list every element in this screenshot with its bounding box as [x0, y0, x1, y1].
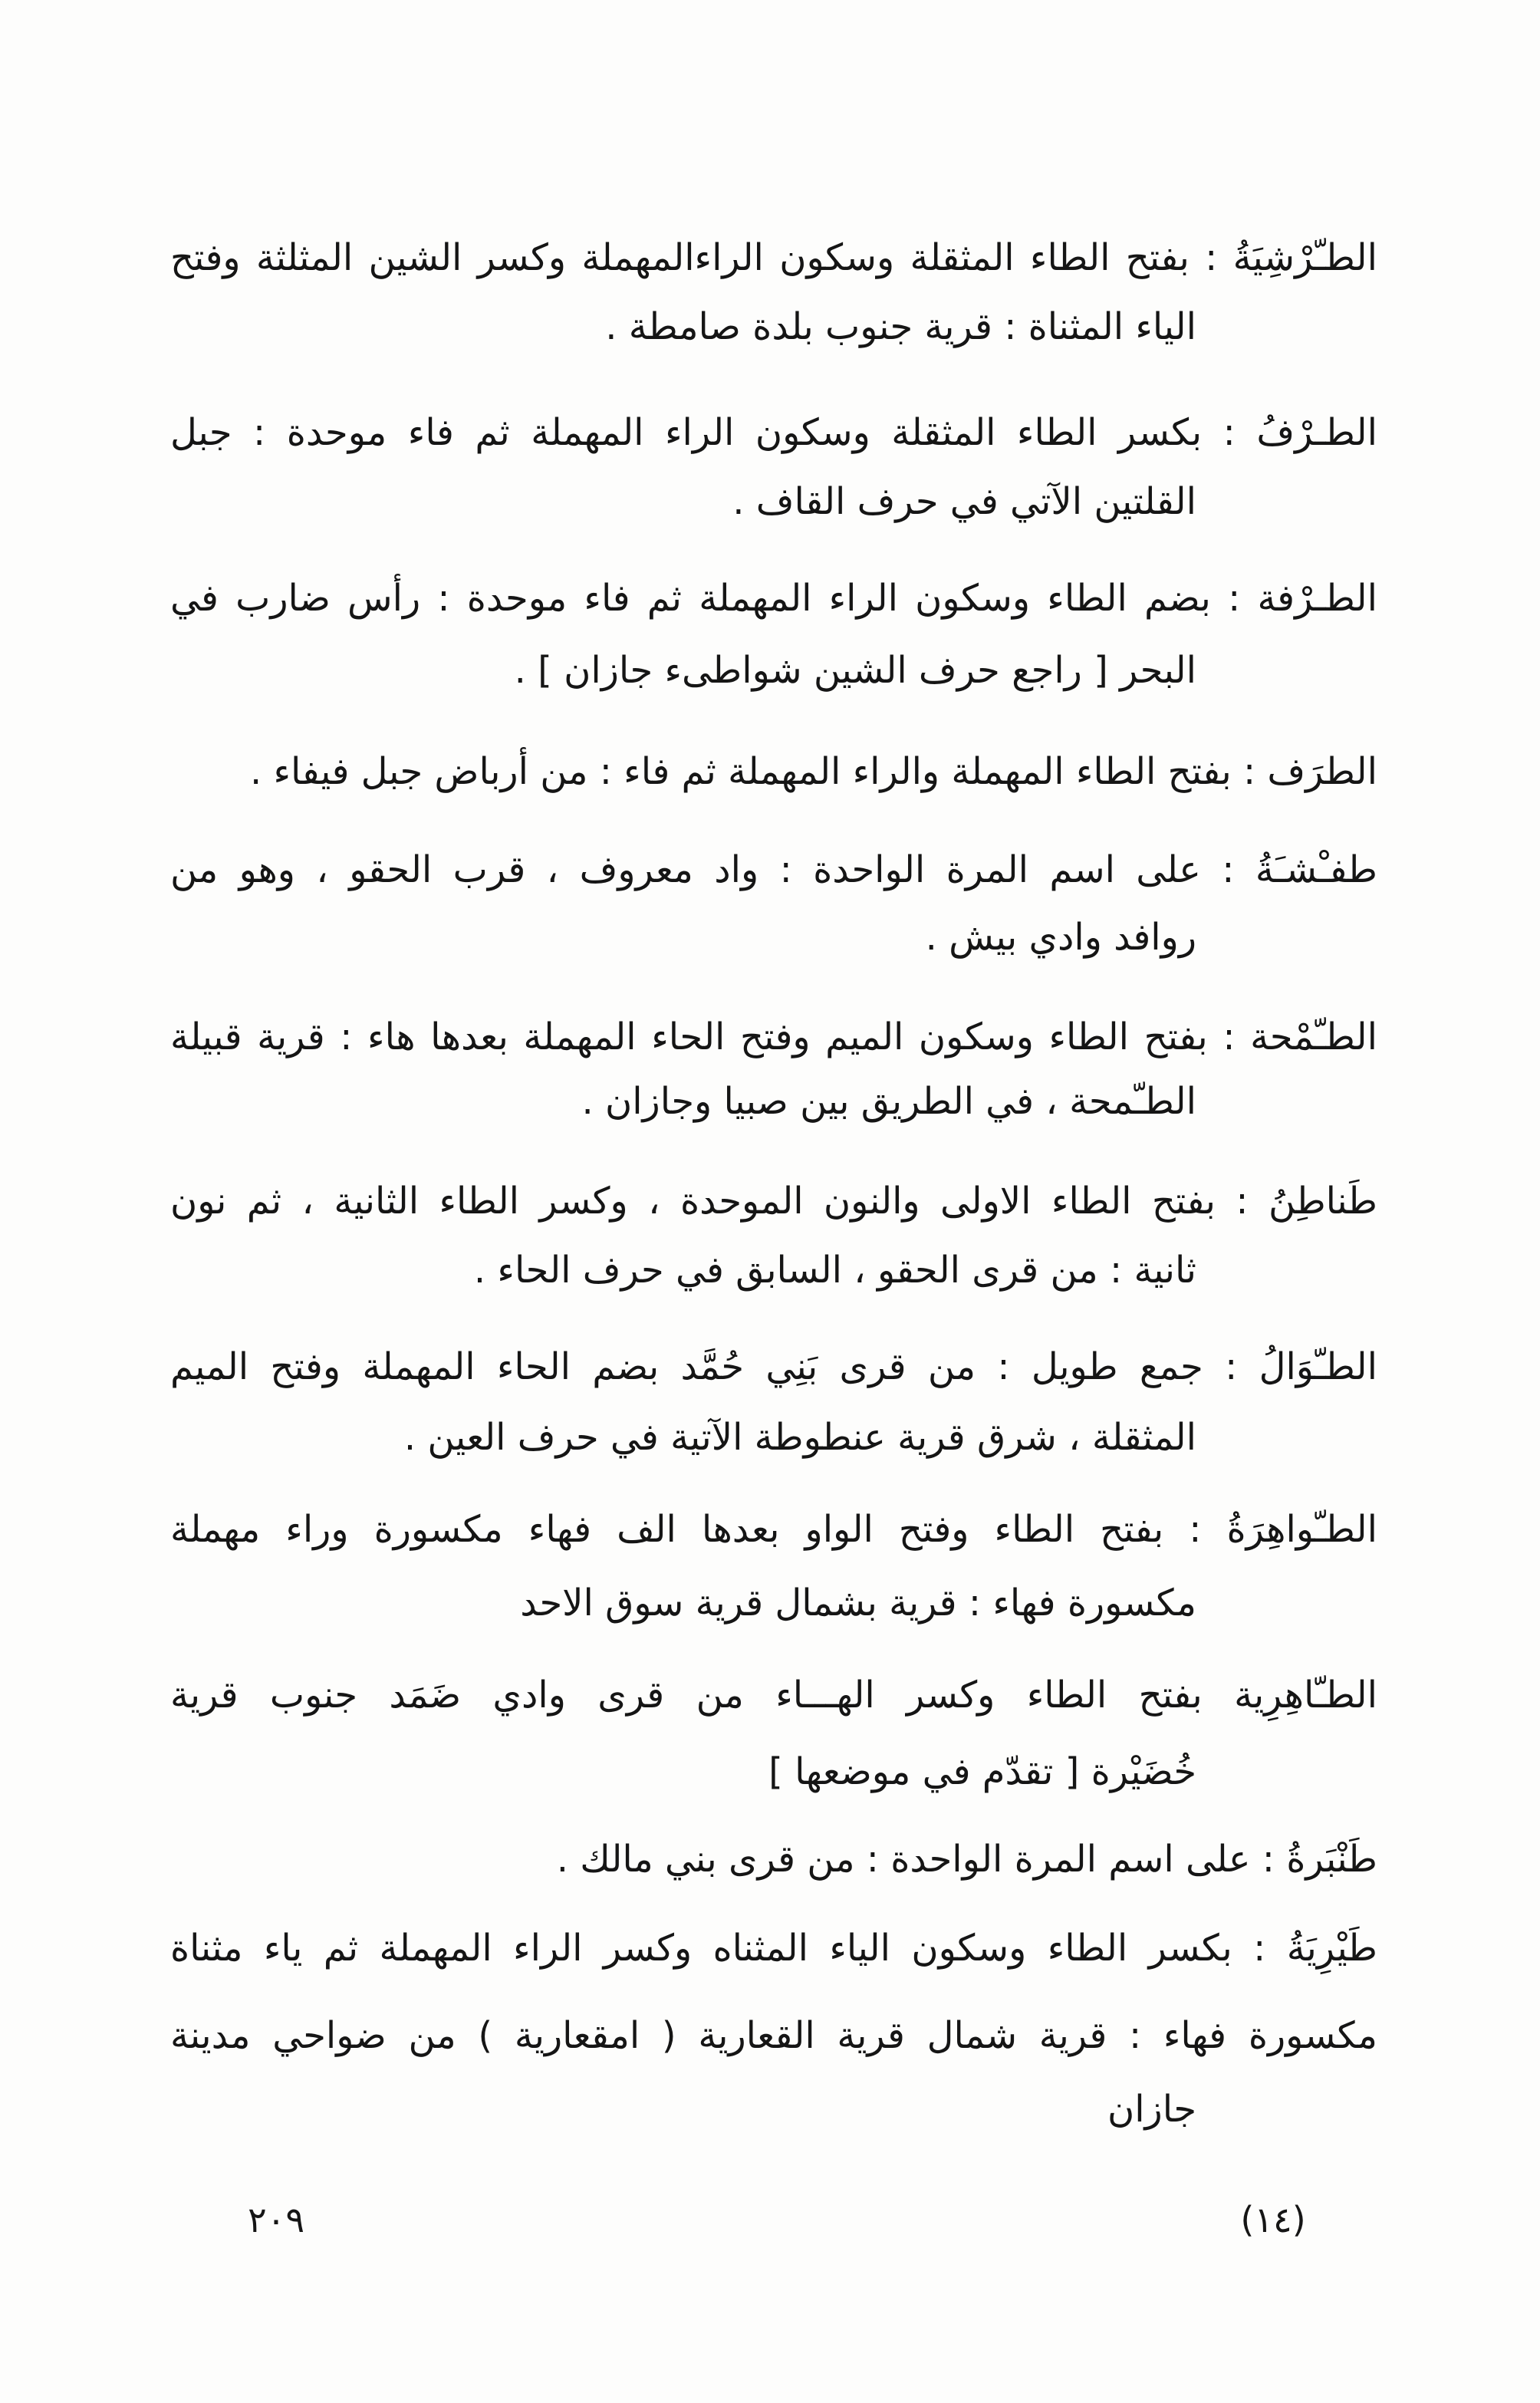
- entry-definition-text: بفتح الطاء وكسر الهـــاء من قرى وادي ضَمَد جنوب قرية: [170, 1674, 1203, 1717]
- entry-definition-text: البحر [ راجع حرف الشين شواطىء جازان ] .: [514, 649, 1196, 692]
- entry-definition-text: : على اسم المرة الواحدة : من قرى بني مالك .: [556, 1838, 1275, 1881]
- entry-definition-text: : بفتح الطاء وفتح الواو بعدها الف فهاء مكسورة وراء مهملة: [170, 1508, 1202, 1551]
- entry-definition-text: القلتين الآتي في حرف القاف .: [732, 480, 1196, 523]
- entry-definition-text: خُضَيْرة [ تقدّم في موضعها ]: [768, 1750, 1196, 1793]
- entry-line: [169, 223, 1377, 292]
- entry-headword: الطـّرْشِيَةُ: [1232, 236, 1377, 279]
- entry-definition-text: : بفتح الطاء الاولى والنون الموحدة ، وكسر الطاء الثانية ، ثم نون: [170, 1180, 1249, 1223]
- entry-definition-text: مكسورة فهاء : قرية بشمال قرية سوق الاحد: [520, 1582, 1196, 1624]
- entry-line: [169, 398, 1377, 467]
- entry-line: [169, 564, 1377, 633]
- entry-definition-text: المثقلة ، شرق قرية عنطوطة الآتية في حرف العين .: [403, 1416, 1196, 1459]
- entry-headword: طَنْبَرةُ: [1286, 1838, 1377, 1881]
- entry-line: [169, 1661, 1377, 1730]
- entry-line: [169, 903, 1196, 972]
- entry-definition-text: : بضم الطاء وسكون الراء المهملة ثم فاء موحدة : رأس ضارب في: [170, 577, 1241, 620]
- entry-definition-text: مكسورة فهاء : قرية شمال قرية القعارية ( امقعارية ) من ضواحي مدينة: [170, 2014, 1377, 2057]
- entry-line: [169, 1737, 1196, 1806]
- entry-definition-text: : بفتح الطاء المثقلة وسكون الراءالمهملة وكسر الشين المثلثة وفتح: [170, 236, 1218, 279]
- entry-definition-text: : جمع طويل : من قرى بَنِي حُمَّد بضم الحاء المهملة وفتح الميم: [170, 1345, 1238, 1388]
- entry-line: [169, 1236, 1196, 1305]
- entry-line: [169, 636, 1196, 705]
- entry-line: [169, 292, 1196, 361]
- entry-headword: طَناطِنُ: [1268, 1180, 1377, 1223]
- entry-definition-text: الياء المثناة : قرية جنوب بلدة صامطة .: [605, 305, 1196, 348]
- entry-definition-text: روافد وادي بيش .: [925, 916, 1196, 959]
- entry-definition-text: : بكسر الطاء المثقلة وسكون الراء المهملة ثم فاء موحدة : جبل: [170, 411, 1236, 454]
- entry-line: [169, 737, 1377, 806]
- entry-headword: الطـّوَالُ: [1259, 1345, 1377, 1388]
- entry-definition-text: : بفتح الطاء المهملة والراء المهملة ثم فاء : من أرباض جبل فيفاء .: [249, 750, 1256, 793]
- entry-line: [169, 1067, 1196, 1136]
- entry-headword: الطـرْفة: [1257, 577, 1377, 620]
- entry-line: [169, 1002, 1377, 1071]
- entry-line: [169, 2075, 1196, 2144]
- entry-headword: الطـّمْحة: [1250, 1016, 1377, 1058]
- entry-headword: الطـّواهِرَةُ: [1226, 1508, 1377, 1551]
- entry-headword: الطرَف: [1267, 750, 1377, 793]
- entry-line: [169, 1569, 1196, 1638]
- entry-line: [169, 2001, 1377, 2070]
- entry-definition-text: جازان: [1107, 2088, 1196, 2131]
- entry-definition-text: : بكسر الطاء وسكون الياء المثناه وكسر الراء المهملة ثم ياء مثناة: [170, 1927, 1266, 1970]
- entry-line: [169, 1825, 1377, 1894]
- entry-line: [169, 467, 1196, 536]
- entry-definition-text: : على اسم المرة الواحدة : واد معروف ، قرب الحقو ، وهو من: [170, 848, 1235, 891]
- entry-line: [169, 1167, 1377, 1236]
- entry-definition-text: : بفتح الطاء وسكون الميم وفتح الحاء المهملة بعدها هاء : قرية قبيلة: [170, 1016, 1236, 1058]
- entry-line: [169, 1495, 1377, 1564]
- signature-mark: (١٤): [1240, 2199, 1306, 2240]
- entry-headword: طفـْشـَةُ: [1255, 848, 1377, 891]
- entry-line: [169, 835, 1377, 904]
- entry-headword: طَيْرِيَةُ: [1286, 1927, 1377, 1970]
- entry-line: [169, 1332, 1377, 1401]
- entry-line: [169, 1403, 1196, 1472]
- entry-definition-text: الطـّمحة ، في الطريق بين صبيا وجازان .: [581, 1080, 1196, 1123]
- entry-line: [169, 1914, 1377, 1983]
- page-number: ٢٠٩: [247, 2199, 305, 2240]
- entry-headword: الطـّاهِرِية: [1234, 1674, 1377, 1717]
- entry-definition-text: ثانية : من قرى الحقو ، السابق في حرف الحاء .: [473, 1249, 1196, 1292]
- entry-headword: الطـرْفُ: [1256, 411, 1377, 454]
